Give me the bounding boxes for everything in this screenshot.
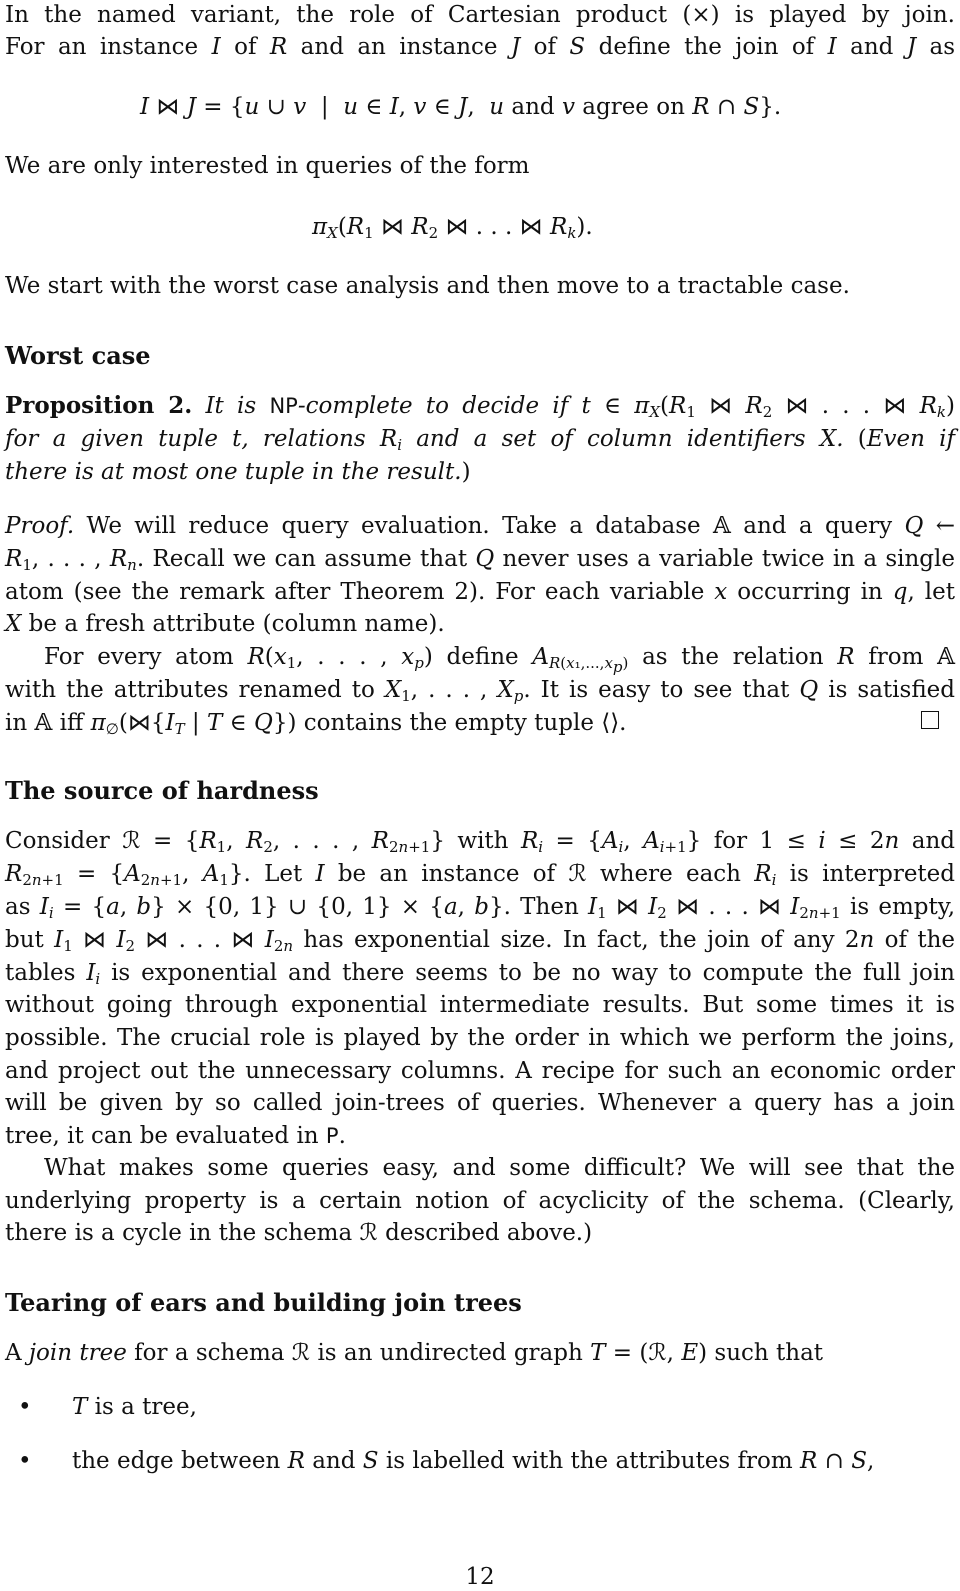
proposition-text: for a given tuple t, relations $R_i$ and a set of column identifiers X. (Even if <box>5 426 955 454</box>
body-text: tables $I_i$ is exponential and there seems to be no way to compute the full join <box>5 960 955 988</box>
body-text: Consider ℛ = {$R_1$, $R_2$, . . . , $R_{2n+1}$} with $R_i = \{A_i$, $A_{i+1}$} for 1 ≤ i ≤ 2n and <box>5 828 956 856</box>
proof-text: For every atom $R(x_1$, . . . , $x_p$) define $A_{R(x_1,...,x_p)}$ as the relation R from 𝔸 <box>44 644 955 676</box>
proposition-label: Proposition 2. <box>5 392 193 419</box>
proof-text: X be a fresh attribute (column name). <box>5 611 445 637</box>
body-text: $R_{2n+1} = \{A_{2n+1}$, $A_1$}. Let I be an instance of ℛ where each $R_i$ is interpreted <box>5 861 956 889</box>
page-number: 12 <box>465 1564 495 1590</box>
body-text: A join tree for a schema ℛ is an undirected graph T = (ℛ, E) such that <box>5 1340 824 1366</box>
qed-square-icon <box>921 711 939 729</box>
join-definition-equation: I ⋈ J = {u ∪ v | u ∈ I, v ∈ J, u and v agree on R ∩ S}. <box>140 94 782 120</box>
list-item: T is a tree, <box>72 1394 197 1420</box>
proof-text: with the attributes renamed to $X_1$, . . . , $X_p$. It is easy to see that Q is satisfied <box>5 677 955 705</box>
list-item: the edge between R and S is labelled with the attributes from R ∩ S, <box>72 1448 875 1474</box>
proposition-text: there is at most one tuple in the result.) <box>5 459 471 485</box>
proof-text: in 𝔸 iff $\pi_\emptyset(⋈\{I_T$ | T ∈ Q}) contains the empty tuple ⟨⟩. <box>5 710 627 738</box>
proof-text: atom (see the remark after Theorem 2). For each variable x occurring in q, let <box>5 579 955 605</box>
body-text: underlying property is a certain notion of acyclicity of the schema. (Clearly, <box>5 1188 955 1214</box>
bullet-icon: • <box>18 1394 32 1420</box>
proof-label: Proof. <box>5 513 75 539</box>
section-heading-source-of-hardness: The source of hardness <box>5 776 319 805</box>
body-text: and project out the unnecessary columns. A recipe for such an economic order <box>5 1058 955 1084</box>
text-line: For an instance I of R and an instance J of S define the join of I and J as <box>5 34 955 60</box>
section-heading-tearing-of-ears: Tearing of ears and building join trees <box>5 1288 522 1317</box>
body-text: will be given by so called join-trees of queries. Whenever a query has a join <box>5 1090 955 1116</box>
body-text: tree, it can be evaluated in P. <box>5 1123 346 1149</box>
body-text: without going through exponential intermediate results. But some times it is <box>5 992 955 1018</box>
proof-text: $R_1$, . . . , $R_n$. Recall we can assume that Q never uses a variable twice in a single <box>5 546 955 574</box>
body-text: there is a cycle in the schema ℛ described above.) <box>5 1220 593 1246</box>
proof-text: Proof. We will reduce query evaluation. Take a database 𝔸 and a query Q ← <box>5 513 955 539</box>
body-text: but $I_1$ ⋈ $I_2$ ⋈ . . . ⋈ $I_{2n}$ has exponential size. In fact, the join of any 2n of the <box>5 927 955 955</box>
proposition-2: Proposition 2. It is NP-complete to decide if t ∈ $\pi_X(R_1$ ⋈ $R_2$ ⋈ . . . ⋈ $R_k$) <box>5 392 955 421</box>
text-line: We are only interested in queries of the form <box>5 153 530 179</box>
body-text: as $I_i = \{a$, b} × {0, 1} ∪ {0, 1} × {a, b}. Then $I_1$ ⋈ $I_2$ ⋈ . . . ⋈ $I_{2n+1}$ is empty, <box>5 894 956 922</box>
text-line: In the named variant, the role of Cartesian product (×) is played by join. <box>5 2 955 28</box>
body-text: What makes some queries easy, and some difficult? We will see that the <box>44 1155 955 1181</box>
bullet-icon: • <box>18 1448 32 1474</box>
body-text: possible. The crucial role is played by the order in which we perform the joins, <box>5 1025 955 1051</box>
query-form-equation: $\pi_X(R_1$ ⋈ $R_2$ ⋈ . . . ⋈ $R_k$). <box>312 214 593 242</box>
section-heading-worst-case: Worst case <box>5 341 151 370</box>
text-line: We start with the worst case analysis and then move to a tractable case. <box>5 273 850 299</box>
